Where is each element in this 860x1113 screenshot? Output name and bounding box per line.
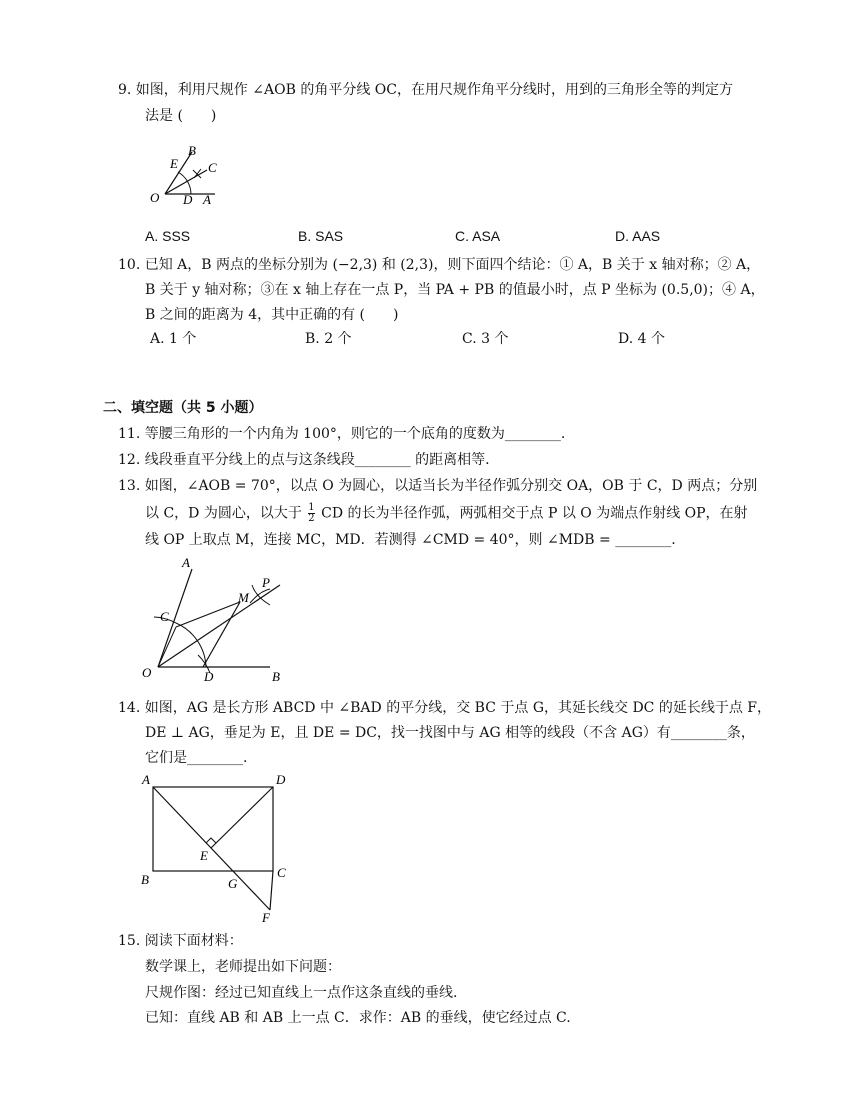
q13-label-C: C bbox=[160, 609, 169, 624]
section-title: 二、填空题（共 5 小题） bbox=[103, 400, 263, 416]
q13-label-M: M bbox=[238, 590, 249, 605]
q10-option-a: A. 1 个 bbox=[150, 331, 197, 347]
q9-label-B: B bbox=[188, 143, 196, 158]
q13-line2 bbox=[145, 503, 748, 524]
q9-line1: 9. 如图，利用尺规作 ∠AOB 的角平分线 OC，在用尺规作角平分线时，用到的三角形全等的判定方 bbox=[118, 82, 733, 98]
q14-label-A: A bbox=[142, 772, 150, 787]
q13-line1: 13. 如图，∠AOB = 70°，以点 O 为圆心，以适当长为半径作弧分别交 OA，OB 于 C，D 两点；分别 bbox=[118, 478, 758, 494]
q14-label-C: C bbox=[277, 865, 286, 880]
q9-option-c: C. ASA bbox=[455, 228, 501, 244]
q14-label-B: B bbox=[141, 872, 149, 887]
q13-line3: 线 OP 上取点 M，连接 MC，MD．若测得 ∠CMD = 40°，则 ∠MDB = ________. bbox=[145, 532, 676, 548]
q10-line1: 10. 已知 A，B 两点的坐标分别为 (−2,3) 和 (2,3)，则下面四个结论：① A，B 关于 x 轴对称；② A， bbox=[118, 257, 761, 273]
q14-label-D: D bbox=[276, 772, 286, 787]
q9-option-b: B. SAS bbox=[298, 228, 344, 244]
q14-label-G: G bbox=[228, 876, 238, 891]
q9-figure bbox=[145, 142, 225, 212]
q15-line1: 15. 阅读下面材料： bbox=[118, 933, 243, 949]
q14-line3: 它们是________. bbox=[145, 750, 248, 766]
q9-label-O: O bbox=[150, 190, 160, 205]
q9-label-A: A bbox=[203, 192, 211, 207]
q13-label-P: P bbox=[262, 575, 270, 590]
q14-line2: DE ⊥ AG，垂足为 E，且 DE = DC，找一找图中与 AG 相等的线段（不含 AG）有________条， bbox=[145, 725, 755, 741]
q9-option-d: D. AAS bbox=[615, 228, 661, 244]
q9-label-D: D bbox=[183, 192, 193, 207]
q9-line2: 法是 ( ) bbox=[145, 108, 217, 124]
q10-line3: B 之间的距离为 4，其中正确的有 ( ) bbox=[145, 307, 399, 323]
q15-line2: 数学课上，老师提出如下问题： bbox=[145, 959, 341, 975]
q10-option-b: B. 2 个 bbox=[305, 331, 352, 347]
q14-figure bbox=[138, 770, 298, 925]
q13-line2-a: 以 C，D 为圆心，以大于 bbox=[145, 505, 302, 522]
q9-label-C: C bbox=[208, 160, 217, 175]
q12-text: 12. 线段垂直平分线上的点与这条线段________ 的距离相等. bbox=[118, 452, 490, 468]
q9-label-E: E bbox=[170, 156, 178, 171]
q10-line2: B 关于 y 轴对称；③在 x 轴上存在一点 P，当 PA + PB 的值最小时，点 P 坐标为 (0.5,0)；④ A， bbox=[145, 282, 765, 298]
q14-label-F: F bbox=[262, 910, 270, 925]
q15-line4: 已知：直线 AB 和 AB 上一点 C．求作：AB 的垂线，使它经过点 C. bbox=[145, 1010, 571, 1026]
q13-label-A: A bbox=[182, 555, 190, 570]
q10-option-d: D. 4 个 bbox=[618, 331, 665, 347]
q13-figure bbox=[140, 555, 300, 687]
q13-frac-den: 2 bbox=[308, 513, 315, 524]
q13-line2-b: CD 的长为半径作弧，两弧相交于点 P 以 O 为端点作射线 OP，在射 bbox=[321, 505, 748, 522]
q15-line3: 尺规作图：经过已知直线上一点作这条直线的垂线. bbox=[145, 985, 458, 1001]
q13-label-O: O bbox=[142, 665, 152, 680]
q13-fraction bbox=[308, 503, 314, 524]
q13-frac-num: 1 bbox=[308, 502, 315, 513]
q13-label-D: D bbox=[204, 669, 214, 684]
q11-text: 11. 等腰三角形的一个内角为 100°，则它的一个底角的度数为________. bbox=[118, 426, 566, 442]
q14-label-E: E bbox=[200, 848, 208, 863]
q13-label-B: B bbox=[272, 669, 280, 684]
q9-option-a: A. SSS bbox=[145, 228, 191, 244]
q14-line1: 14. 如图，AG 是长方形 ABCD 中 ∠BAD 的平分线，交 BC 于点 G，其延长线交 DC 的延长线于点 F， bbox=[118, 700, 772, 716]
q10-option-c: C. 3 个 bbox=[462, 331, 509, 347]
